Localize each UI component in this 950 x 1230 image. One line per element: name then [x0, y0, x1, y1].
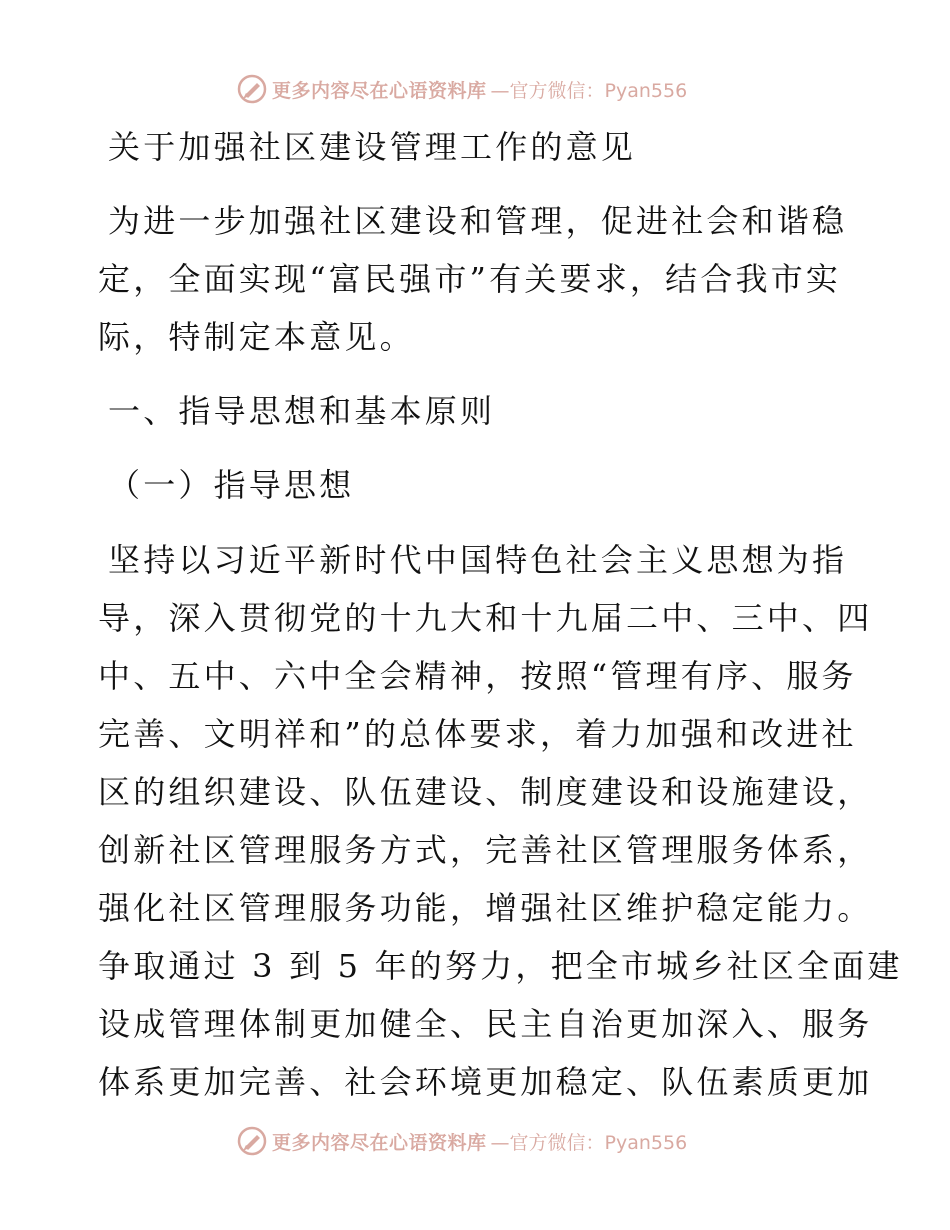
watermark-text: 更多内容尽在心语资料库 [272, 79, 487, 102]
body-line: 设成管理体制更加健全、民主自治更加深入、服务 [98, 1005, 873, 1043]
body-line: 体系更加完善、社会环境更加稳定、队伍素质更加 [98, 1063, 873, 1101]
pen-nib-logo-icon [236, 1125, 268, 1157]
subsection-heading: （一）指导思想 [108, 466, 355, 504]
body-line: 区的组织建设、队伍建设、制度建设和设施建设， [98, 773, 873, 811]
body-line: 完善、文明祥和”的总体要求，着力加强和改进社 [98, 715, 857, 753]
body-line: 中、五中、六中全会精神，按照“管理有序、服务 [98, 657, 857, 695]
body-line: 坚持以习近平新时代中国特色社会主义思想为指 [108, 541, 848, 579]
document-title: 关于加强社区建设管理工作的意见 [108, 128, 637, 166]
intro-line: 际，特制定本意见。 [98, 318, 415, 356]
header-watermark [236, 72, 687, 106]
body-line: 强化社区管理服务功能，增强社区维护稳定能力。 [98, 889, 873, 927]
intro-line: 定，全面实现“富民强市”有关要求，结合我市实 [98, 260, 842, 298]
watermark-wechat: —官方微信：Pyan556 [490, 1131, 688, 1154]
body-line: 创新社区管理服务方式，完善社区管理服务体系， [98, 831, 873, 869]
watermark-wechat: —官方微信：Pyan556 [490, 79, 688, 102]
pen-nib-logo-icon [236, 73, 268, 105]
intro-line: 为进一步加强社区建设和管理，促进社会和谐稳 [108, 202, 848, 240]
watermark-text: 更多内容尽在心语资料库 [272, 1131, 487, 1154]
section-heading: 一、指导思想和基本原则 [108, 392, 496, 430]
body-line: 导，深入贯彻党的十九大和十九届二中、三中、四 [98, 599, 873, 637]
body-line: 争取通过 3 到 5 年的努力，把全市城乡社区全面建 [98, 947, 903, 985]
footer-watermark [236, 1124, 687, 1158]
